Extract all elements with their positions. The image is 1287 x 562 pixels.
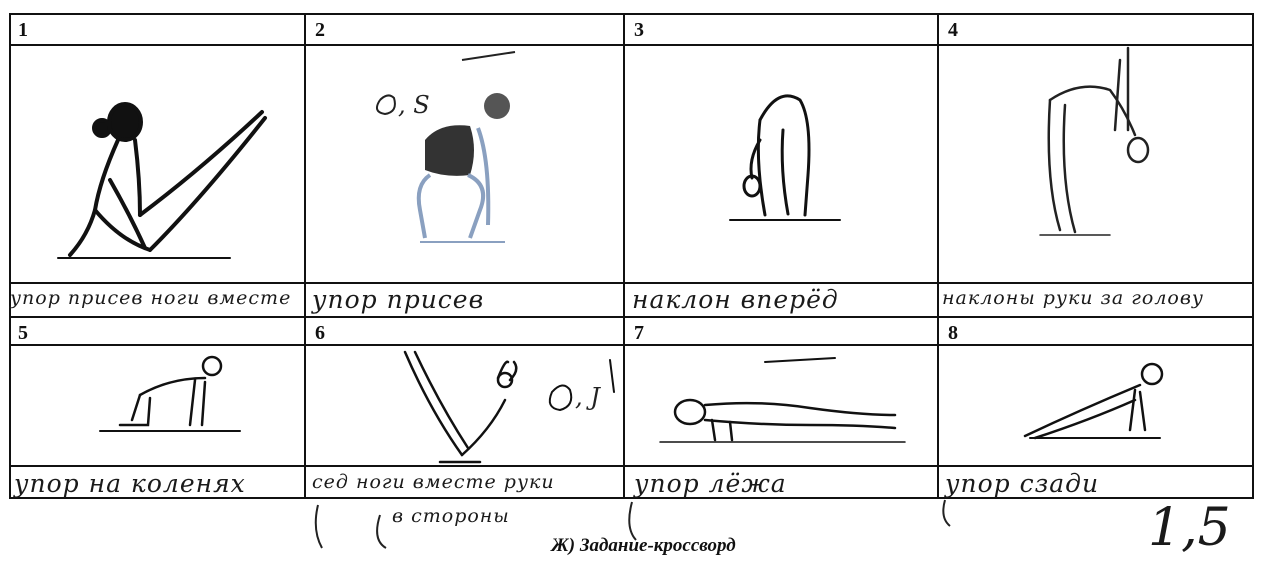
answer-7: упор лёжа [634, 469, 787, 498]
cell-number-3: 3 [634, 19, 644, 41]
answer-8: упор сзади [945, 469, 1100, 498]
answer-6: сед ноги вместе руки [312, 471, 555, 493]
cell-number-4: 4 [948, 19, 958, 41]
answer-6-continuation: в стороны [392, 505, 510, 527]
kneeling-support-figure [100, 357, 240, 431]
answer-2: упор присев [312, 285, 485, 314]
cell-number-6: 6 [315, 322, 325, 344]
total-score: 1,5 [1148, 498, 1231, 558]
answer-1: упор присев ноги вместе [10, 287, 292, 309]
v-sit-figure [405, 352, 614, 462]
forward-bend-figure [730, 96, 840, 220]
answer-5: упор на коленях [14, 469, 246, 498]
cell-number-2: 2 [315, 19, 325, 41]
crouching-support-figure [377, 52, 515, 242]
cell-number-7: 7 [634, 322, 644, 344]
rear-support-figure [1025, 364, 1162, 438]
sitting-leg-raise-figure [58, 104, 265, 258]
cell-number-1: 1 [18, 19, 28, 41]
task-caption: Ж) Задание-кроссворд [551, 535, 736, 556]
svg-text:, S: , S [398, 91, 430, 119]
cell-number-8: 8 [948, 322, 958, 344]
answer-4: наклоны руки за голову [942, 287, 1204, 309]
cell-number-5: 5 [18, 322, 28, 344]
prone-support-figure [660, 358, 905, 442]
svg-text:, J: , J [575, 383, 600, 411]
bend-arms-overhead-figure [1040, 48, 1148, 235]
table-grid [10, 14, 1253, 498]
answer-3: наклон вперёд [632, 285, 839, 314]
